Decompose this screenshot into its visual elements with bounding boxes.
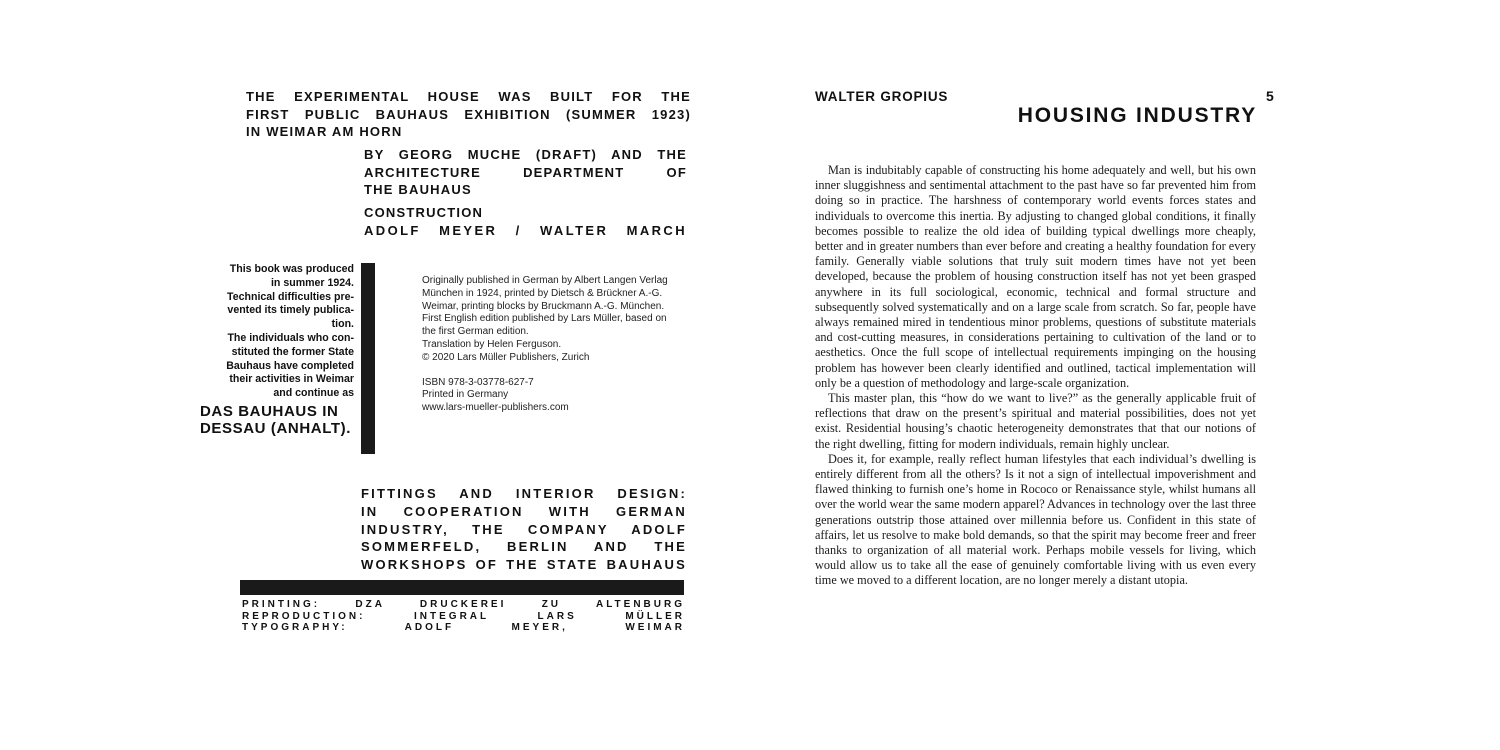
design-credit (364, 146, 687, 199)
paragraph: Does it, for example, really reflect human lifestyles that each individual’s dwelling is entirely different from all the others? Is it not a sign of intellectual impoverishment and flawed thinking to furnish one’s home in Rococo or Renaissance style, whilst humans all over the world wear the same modern apparel? Advances in technology over the last three generations outstrip those attained over millennia before us. Confident in this state of affairs, let us resolve to make bold demands, so that the spirit may become freer and freer thanks to organization of all material work. Perhaps mobile vessels for living, which would allow us to take all the ease of genuinely comfortable living with us even every time we moved to a different location, are no longer merely a distant utopia. (815, 451, 1256, 588)
construction-credit (364, 204, 687, 239)
production-note (200, 263, 354, 437)
heading-line: IN WEIMAR AM HORN (246, 124, 403, 139)
fittings-credit (361, 485, 687, 574)
credit-line: BY GEORG MUCHE (DRAFT) AND THE (364, 147, 687, 162)
note-line: The individuals who con- (227, 331, 354, 344)
vertical-rule (361, 263, 375, 454)
chapter-title: HOUSING INDUSTRY (1017, 104, 1257, 127)
body-text (815, 163, 1256, 589)
credit-line: ARCHITECTURE DEPARTMENT OF (364, 164, 687, 180)
info-line: Translation by Helen Ferguson. (422, 338, 562, 350)
credit-line: THE BAUHAUS (364, 182, 472, 197)
fittings-line: SOMMERFELD, BERLIN AND THE (361, 539, 687, 555)
exhibition-heading (246, 88, 691, 141)
publication-info (422, 275, 684, 415)
info-line: Originally published in German by Albert Langen Verlag (422, 275, 668, 286)
fittings-line: FITTINGS AND INTERIOR DESIGN: (361, 486, 687, 501)
printed-in-line: Printed in Germany (422, 389, 509, 401)
note-line: Bauhaus have completed (226, 359, 354, 372)
printing-credit: PRINTING: DZA DRUCKEREI ZU ALTENBURG (242, 599, 685, 610)
note-line: stituted the former State (231, 345, 354, 358)
note-line: and continue as (273, 387, 354, 400)
note-line: tion. (331, 318, 354, 331)
note-line: This book was produced (229, 263, 354, 275)
production-credits (242, 599, 685, 634)
author-name: WALTER GROPIUS (815, 89, 949, 104)
paragraph: Man is indubitably capable of constructing his home adequately and well, but his own inner sluggishness and sentimental attachment to the past have so far prevented him from doing so in practice. The harshness of contemporary world events forces states and individuals to overcome this inertia. By adjusting to changed global conditions, it finally becomes possible to realize the old idea of building typical dwellings more cheaply, better and in greater numbers than ever before and creating a healthy foundation for every family. Generally viable solutions that truly suit modern times have not yet been developed, because the problem of housing construction itself has not yet been grasped anywhere in its full sociological, economic, technical and formal structure and subsequently solved systematically and on a large scale from scratch. So far, people have always remained mired in tendentious minor problems, questions of substitute materials and cost-cutting measures, in considerations pertaining to cultivation of the land or to aesthetics. Once the full scope of intellectual requirements impinging on the housing problem has however been clearly identified and outlined, tactical implementation will only be a question of methodology and large-scale organization. (815, 163, 1256, 390)
note-line: their activities in Weimar (229, 373, 354, 386)
horizontal-rule (240, 580, 684, 595)
heading-line: THE EXPERIMENTAL HOUSE WAS BUILT FOR THE (246, 89, 691, 104)
info-line: © 2020 Lars Müller Publishers, Zurich (422, 351, 590, 363)
publisher-url: www.lars-mueller-publishers.com (422, 402, 569, 414)
fittings-line: IN COOPERATION WITH GERMAN (361, 503, 687, 519)
fittings-line: INDUSTRY, THE COMPANY ADOLF (361, 521, 687, 537)
heading-line: FIRST PUBLIC BAUHAUS EXHIBITION (SUMMER 1923) (246, 106, 691, 122)
construction-label: CONSTRUCTION (364, 205, 484, 220)
note-line: in summer 1924. (270, 276, 354, 289)
emphasis-line: DESSAU (ANHALT). (200, 419, 351, 437)
page-number: 5 (1266, 88, 1274, 104)
note-line: vented its timely publica- (227, 304, 354, 317)
typography-credit: TYPOGRAPHY: ADOLF MEYER, WEIMAR (242, 622, 685, 633)
dessau-emphasis (200, 403, 354, 437)
info-line: the first German edition. (422, 326, 529, 338)
info-line: First English edition published by Lars Müller, based on (422, 313, 667, 325)
info-line: Weimar, printing blocks by Bruckmann A.-G. München. (422, 300, 665, 312)
reproduction-credit: REPRODUCTION: INTEGRAL LARS MÜLLER (242, 610, 685, 622)
emphasis-line: DAS BAUHAUS IN (200, 402, 339, 420)
construction-names: ADOLF MEYER / WALTER MARCH (364, 222, 687, 238)
paragraph: This master plan, this “how do we want to live?” as the generally applicable fruit of reflections that draw on the present’s spiritual and material possibilities, does not yet exist. Residential housing’s chaotic heterogeneity demonstrates that that our notions of the right dwelling, fitting for modern individuals, remain highly unclear. (815, 391, 1256, 451)
note-line: Technical difficulties pre- (227, 290, 354, 303)
isbn-line: ISBN 978-3-03778-627-7 (422, 376, 534, 388)
fittings-line: WORKSHOPS OF THE STATE BAUHAUS (361, 557, 687, 573)
info-line: München in 1924, printed by Dietsch & Brückner A.-G. (422, 287, 663, 299)
